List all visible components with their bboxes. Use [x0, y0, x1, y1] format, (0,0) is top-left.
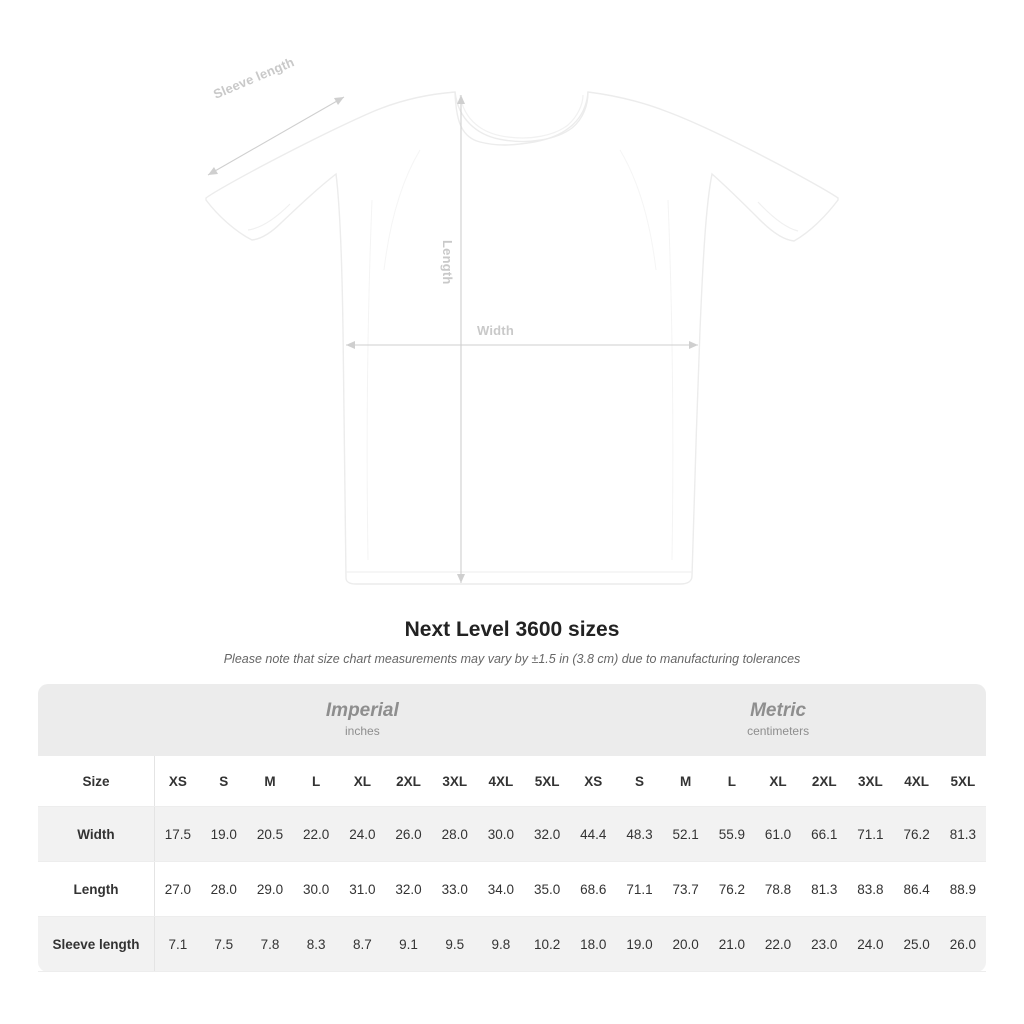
cell-width-4xl-cm: 76.2: [894, 807, 940, 862]
size-col-xl-imperial: XL: [339, 756, 385, 807]
cell-width-m-in: 20.5: [247, 807, 293, 862]
cell-width-5xl-in: 32.0: [524, 807, 570, 862]
cell-sleeve-3xl-in: 9.5: [432, 917, 478, 972]
size-col-3xl-metric: 3XL: [847, 756, 893, 807]
cell-sleeve-m-cm: 20.0: [663, 917, 709, 972]
size-col-5xl-imperial: 5XL: [524, 756, 570, 807]
cell-length-xl-cm: 78.8: [755, 862, 801, 917]
size-col-m-imperial: M: [247, 756, 293, 807]
cell-width-xs-cm: 44.4: [570, 807, 616, 862]
cell-width-2xl-cm: 66.1: [801, 807, 847, 862]
size-col-s-imperial: S: [201, 756, 247, 807]
tolerance-note: Please note that size chart measurements may vary by ±1.5 in (3.8 cm) due to manufacturing tolerances: [223, 652, 801, 666]
size-col-4xl-metric: 4XL: [894, 756, 940, 807]
size-col-xs-metric: XS: [570, 756, 616, 807]
cell-length-l-cm: 76.2: [709, 862, 755, 917]
cell-sleeve-xs-cm: 18.0: [570, 917, 616, 972]
size-col-4xl-imperial: 4XL: [478, 756, 524, 807]
cell-length-xs-cm: 68.6: [570, 862, 616, 917]
metric-group-header: [570, 684, 986, 756]
title-block: [0, 618, 1024, 666]
cell-sleeve-s-in: 7.5: [201, 917, 247, 972]
cell-length-s-in: 28.0: [201, 862, 247, 917]
size-col-m-metric: M: [663, 756, 709, 807]
cell-width-2xl-in: 26.0: [385, 807, 431, 862]
cell-width-s-in: 19.0: [201, 807, 247, 862]
unit-header-row: [38, 684, 986, 756]
size-col-2xl-imperial: 2XL: [385, 756, 431, 807]
cell-length-5xl-cm: 88.9: [940, 862, 986, 917]
cell-length-l-in: 30.0: [293, 862, 339, 917]
cell-width-s-cm: 48.3: [616, 807, 662, 862]
cell-width-5xl-cm: 81.3: [940, 807, 986, 862]
cell-sleeve-s-cm: 19.0: [616, 917, 662, 972]
cell-width-4xl-in: 30.0: [478, 807, 524, 862]
cell-sleeve-2xl-in: 9.1: [385, 917, 431, 972]
cell-width-m-cm: 52.1: [663, 807, 709, 862]
sleeve-length-dimension-label: Sleeve length: [211, 54, 297, 102]
cell-sleeve-l-cm: 21.0: [709, 917, 755, 972]
cell-length-xs-in: 27.0: [154, 862, 200, 917]
row-label-width: Width: [38, 807, 154, 862]
size-header-cell: Size: [38, 756, 154, 807]
metric-sublabel: centimeters: [747, 724, 810, 739]
cell-sleeve-2xl-cm: 23.0: [801, 917, 847, 972]
cell-sleeve-4xl-in: 9.8: [478, 917, 524, 972]
size-col-5xl-metric: 5XL: [940, 756, 986, 807]
unit-header-spacer: [38, 684, 154, 756]
cell-sleeve-5xl-in: 10.2: [524, 917, 570, 972]
cell-width-3xl-cm: 71.1: [847, 807, 893, 862]
cell-width-3xl-in: 28.0: [432, 807, 478, 862]
size-col-xl-metric: XL: [755, 756, 801, 807]
cell-length-4xl-cm: 86.4: [894, 862, 940, 917]
table-row: [38, 807, 986, 862]
cell-width-xl-in: 24.0: [339, 807, 385, 862]
cell-sleeve-l-in: 8.3: [293, 917, 339, 972]
metric-label: Metric: [750, 699, 807, 721]
cell-sleeve-m-in: 7.8: [247, 917, 293, 972]
cell-width-l-in: 22.0: [293, 807, 339, 862]
cell-length-m-in: 29.0: [247, 862, 293, 917]
cell-sleeve-xl-in: 8.7: [339, 917, 385, 972]
row-label-sleeve-length: Sleeve length: [38, 917, 154, 972]
imperial-sublabel: inches: [345, 724, 380, 739]
length-dimension-label: Length: [440, 240, 455, 285]
table-row: [38, 862, 986, 917]
cell-width-xs-in: 17.5: [154, 807, 200, 862]
cell-sleeve-5xl-cm: 26.0: [940, 917, 986, 972]
cell-width-l-cm: 55.9: [709, 807, 755, 862]
cell-length-2xl-in: 32.0: [385, 862, 431, 917]
size-col-3xl-imperial: 3XL: [432, 756, 478, 807]
cell-sleeve-xl-cm: 22.0: [755, 917, 801, 972]
cell-length-5xl-in: 35.0: [524, 862, 570, 917]
width-dimension-label: Width: [477, 323, 514, 338]
page-title: Next Level 3600 sizes: [404, 618, 620, 641]
size-table-wrap: [38, 684, 986, 972]
cell-width-xl-cm: 61.0: [755, 807, 801, 862]
size-chart-table: [38, 684, 986, 972]
cell-sleeve-xs-in: 7.1: [154, 917, 200, 972]
cell-length-2xl-cm: 81.3: [801, 862, 847, 917]
row-label-length: Length: [38, 862, 154, 917]
size-col-2xl-metric: 2XL: [801, 756, 847, 807]
size-col-s-metric: S: [616, 756, 662, 807]
cell-length-xl-in: 31.0: [339, 862, 385, 917]
cell-length-m-cm: 73.7: [663, 862, 709, 917]
tshirt-shape: [206, 92, 838, 584]
size-col-xs-imperial: XS: [154, 756, 200, 807]
size-col-l-metric: L: [709, 756, 755, 807]
table-row: [38, 917, 986, 972]
size-col-l-imperial: L: [293, 756, 339, 807]
cell-sleeve-3xl-cm: 24.0: [847, 917, 893, 972]
cell-length-3xl-in: 33.0: [432, 862, 478, 917]
cell-length-s-cm: 71.1: [616, 862, 662, 917]
size-header-row: [38, 756, 986, 807]
cell-sleeve-4xl-cm: 25.0: [894, 917, 940, 972]
imperial-group-header: [154, 684, 570, 756]
cell-length-4xl-in: 34.0: [478, 862, 524, 917]
cell-length-3xl-cm: 83.8: [847, 862, 893, 917]
imperial-label: Imperial: [325, 699, 399, 721]
